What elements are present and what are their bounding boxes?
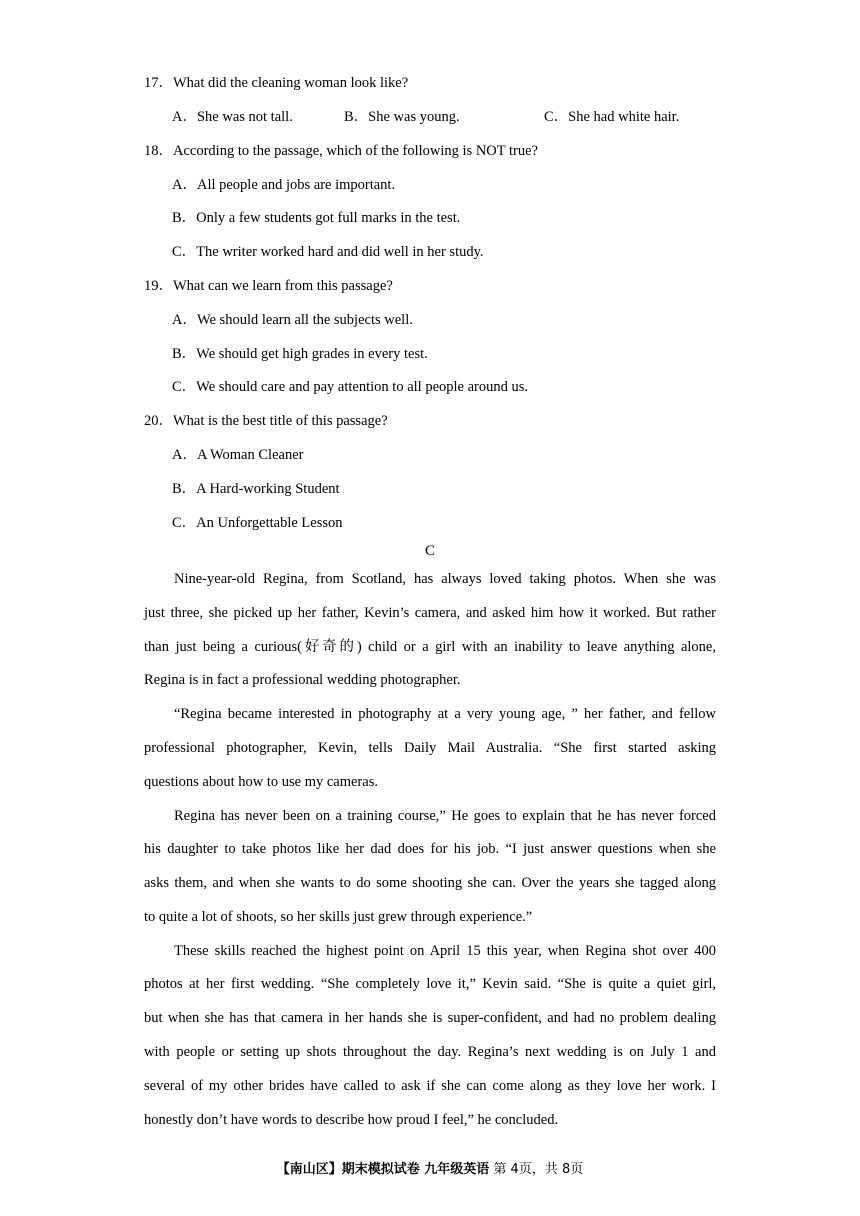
passage-line: to quite a lot of shoots, so her skills just grew through experience.” [144,909,533,925]
passage-line: several of my other brides have called to ask if she can come along as they love her work. I [144,1078,716,1094]
passage-line: than just being a curious(好奇的) child or a girl with an inability to leave anything alone, [144,639,716,655]
question-17-option-a: A．She was not tall. [172,109,293,125]
question-20-option-c: C．An Unforgettable Lesson [172,515,343,531]
question-18-stem: 18．According to the passage, which of the following is NOT true? [144,143,538,159]
passage-line: photos at her first wedding. “She completely love it,” Kevin said. “She is quite a quiet girl, [144,976,716,992]
passage-line: professional photographer, Kevin, tells Daily Mail Australia. “She first started asking [144,740,716,756]
passage-line: “Regina became interested in photography at a very young age, ” her father, and fellow [174,706,716,722]
passage-line: These skills reached the highest point on April 15 this year, when Regina shot over 400 [174,943,716,959]
passage-line: asks them, and when she wants to do some shooting she can. Over the years she tagged along [144,875,716,891]
passage-line: just three, she picked up her father, Kevin’s camera, and asked him how it worked. But rather [144,605,716,621]
question-19-stem: 19．What can we learn from this passage? [144,278,393,294]
question-20-option-b: B．A Hard-working Student [172,481,340,497]
footer-exam-title: 【南山区】期末模拟试卷 九年级英语 [276,1162,490,1177]
passage-line: Nine-year-old Regina, from Scotland, has always loved taking photos. When she was [174,571,716,587]
question-19-option-b: B．We should get high grades in every test. [172,346,428,362]
passage-line: but when she has that camera in her hands she is super-confident, and had no problem dealing [144,1010,716,1026]
question-18-option-b: B．Only a few students got full marks in the test. [172,210,461,226]
question-20-option-a: A．A Woman Cleaner [172,447,304,463]
footer-page-number: 第 4页，共 8页 [489,1162,584,1177]
passage-line: Regina has never been on a training course,” He goes to explain that he has never forced [174,808,716,824]
question-20-stem: 20．What is the best title of this passage? [144,413,388,429]
question-17-stem: 17．What did the cleaning woman look like? [144,75,409,91]
passage-line: Regina is in fact a professional wedding photographer. [144,672,461,688]
passage-line: with people or setting up shots throughout the day. Regina’s next wedding is on July 1 and [144,1044,716,1060]
question-19-option-c: C．We should care and pay attention to all people around us. [172,379,529,395]
question-19-option-a: A．We should learn all the subjects well. [172,312,413,328]
question-18-option-a: A．All people and jobs are important. [172,177,396,193]
passage-line: honestly don’t have words to describe how proud I feel,” he concluded. [144,1112,559,1128]
question-17-option-b: B．She was young. [344,109,460,125]
question-18-option-c: C．The writer worked hard and did well in her study. [172,244,484,260]
passage-line: his daughter to take photos like her dad does for his job. “I just answer questions when she [144,841,716,857]
section-heading: C [424,543,435,559]
passage-line: questions about how to use my cameras. [144,774,378,790]
page-footer [0,1161,860,1179]
question-17-option-c: C．She had white hair. [544,109,680,125]
